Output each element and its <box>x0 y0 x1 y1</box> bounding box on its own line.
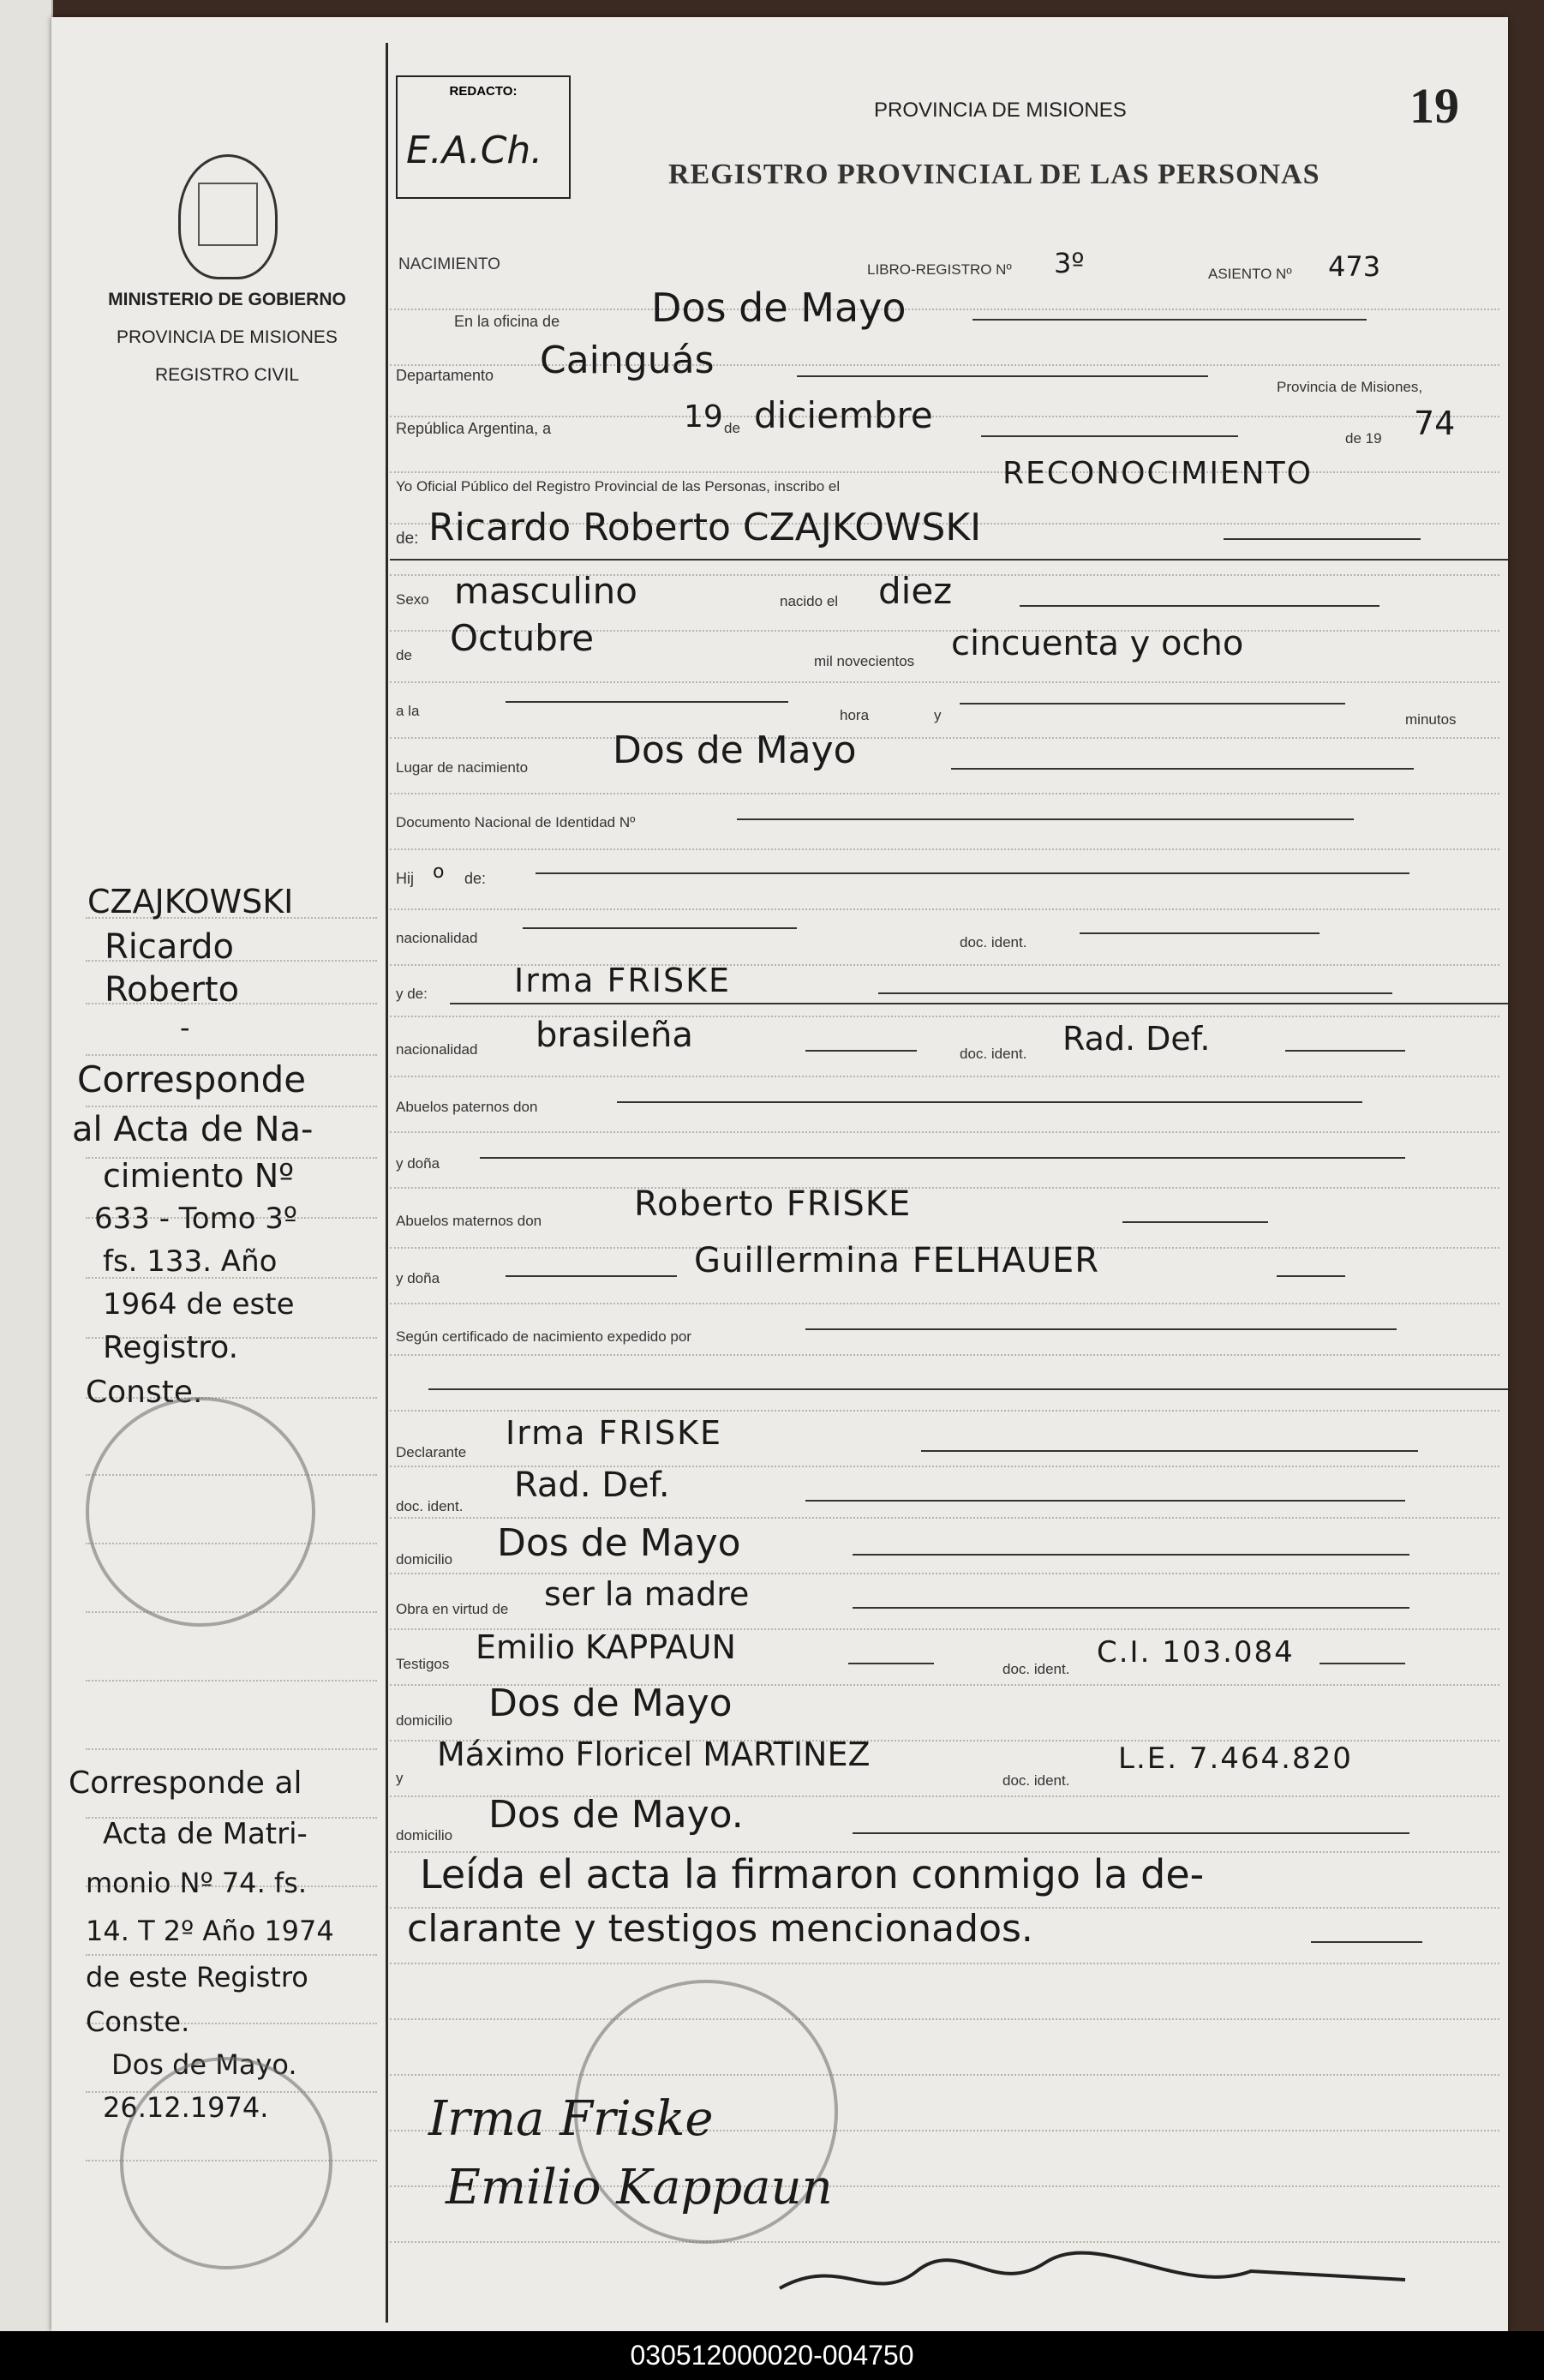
type-label: NACIMIENTO <box>398 255 500 273</box>
departamento-value: Cainguás <box>540 339 715 382</box>
scan-id: 030512000020-004750 <box>0 2331 1544 2380</box>
y-label: y <box>934 707 942 723</box>
nacionalidad-label: nacionalidad <box>396 930 478 946</box>
margin-note2-line: Corresponde al <box>69 1766 302 1801</box>
sexo-label: Sexo <box>396 591 429 608</box>
doc-ident3-value: Rad. Def. <box>514 1466 670 1505</box>
mes-value: diciembre <box>754 394 933 436</box>
margin-middlename: Roberto <box>105 970 240 1010</box>
nacionalidad2-label: nacionalidad <box>396 1041 478 1058</box>
lugar-label: Lugar de nacimiento <box>396 759 529 776</box>
margin-note2-line: 14. T 2º Año 1974 <box>86 1915 334 1947</box>
margin-note2-line: 26.12.1974. <box>103 2091 269 2124</box>
margin-note2-line: Dos de Mayo. <box>111 2048 297 2081</box>
registry-stamp-icon <box>120 2057 332 2269</box>
registry-title: REGISTRO PROVINCIAL DE LAS PERSONAS <box>668 159 1320 190</box>
testigo1-doc: C.I. 103.084 <box>1097 1635 1295 1670</box>
testigos-label: Testigos <box>396 1656 450 1672</box>
margin-firstname: Ricardo <box>105 927 235 967</box>
doc-ident5-label: doc. ident. <box>1002 1772 1070 1789</box>
margin-note1-line: 633 - Tomo 3º <box>94 1202 297 1236</box>
official-signature-icon <box>771 2245 1422 2314</box>
documento-label: Documento Nacional de Identidad Nº <box>396 814 636 830</box>
page-number: 19 <box>1409 78 1459 134</box>
testigo2-dom: Dos de Mayo. <box>488 1793 744 1837</box>
margin-note1-line: Corresponde <box>77 1058 307 1100</box>
segun-label: Según certificado de nacimiento expedido por <box>396 1328 691 1345</box>
nacionalidad2-value: brasileña <box>536 1016 693 1055</box>
republica-label: República Argentina, a <box>396 420 552 437</box>
testigo2-value: Máximo Floricel MARTINEZ <box>437 1736 871 1773</box>
domicilio-value: Dos de Mayo <box>497 1521 741 1565</box>
testigo1-value: Emilio KAPPAUN <box>476 1628 736 1666</box>
provincial-seal-icon <box>178 154 278 279</box>
hij-label: Hij <box>396 870 414 887</box>
redacto-label: REDACTO: <box>449 84 518 99</box>
de3-label: de: <box>464 870 487 887</box>
redacto-initials: E.A.Ch. <box>406 129 543 172</box>
ydona-label: y doña <box>396 1155 440 1172</box>
de-label: de <box>724 420 740 436</box>
doc-ident3-label: doc. ident. <box>396 1498 464 1514</box>
domicilio3-label: domicilio <box>396 1827 453 1843</box>
minutos-label: minutos <box>1405 711 1457 728</box>
asiento-label: ASIENTO Nº <box>1208 266 1292 282</box>
doc-ident2-label: doc. ident. <box>960 1046 1027 1062</box>
domicilio-label: domicilio <box>396 1551 453 1568</box>
provincia-label: Provincia de Misiones, <box>1277 379 1423 395</box>
asiento-value: 473 <box>1328 250 1381 283</box>
doc-ident2-value: Rad. Def. <box>1062 1020 1211 1058</box>
yde-label: y de: <box>396 986 428 1002</box>
persona-value: Ricardo Roberto CZAJKOWSKI <box>428 506 982 549</box>
testigo2-doc: L.E. 7.464.820 <box>1118 1742 1353 1776</box>
margin-note2-line: Conste. <box>86 2005 190 2038</box>
signature-declarante: Irma Friske <box>428 2091 714 2147</box>
lugar-value: Dos de Mayo <box>613 728 857 772</box>
madre-value: Irma FRISKE <box>514 962 732 999</box>
sexo-value: masculino <box>454 570 637 612</box>
redacto-box <box>396 75 571 199</box>
acto-value: RECONOCIMIENTO <box>1002 456 1313 491</box>
anio-value: 74 <box>1414 405 1456 442</box>
ministry-line-1: MINISTERIO DE GOBIERNO <box>108 290 346 309</box>
hora-label: hora <box>840 707 870 723</box>
closing-line-2: clarante y testigos mencionados. <box>407 1907 1033 1951</box>
abuelos-mat-label: Abuelos maternos don <box>396 1213 542 1229</box>
margin-note1-line: al Acta de Na- <box>72 1110 314 1149</box>
doc-ident4-label: doc. ident. <box>1002 1661 1070 1677</box>
obra-label: Obra en virtud de <box>396 1601 509 1617</box>
margin-dash: - <box>180 1011 190 1044</box>
province-title: PROVINCIA DE MISIONES <box>874 99 1127 122</box>
dia-value: 19 <box>684 399 723 435</box>
domicilio2-label: domicilio <box>396 1712 453 1729</box>
margin-note2-line: Acta de Matri- <box>103 1817 308 1851</box>
left-margin <box>51 17 386 2331</box>
mil-label: mil novecientos <box>814 653 915 669</box>
obra-value: ser la madre <box>544 1575 750 1613</box>
abuelos-pat-label: Abuelos paternos don <box>396 1099 538 1115</box>
registry-stamp-icon <box>86 1397 315 1627</box>
ministry-line-3: REGISTRO CIVIL <box>154 365 300 385</box>
closing-line-1: Leída el acta la firmaron conmigo la de- <box>420 1851 1205 1897</box>
signature-witness: Emilio Kappaun <box>446 2160 833 2215</box>
doc-ident-label: doc. ident. <box>960 934 1027 950</box>
margin-note1-line: fs. 133. Año <box>103 1244 278 1279</box>
declarante-label: Declarante <box>396 1444 467 1460</box>
margin-note1-line: Conste. <box>86 1375 203 1410</box>
nacido-label: nacido el <box>780 593 839 609</box>
de-persona-label: de: <box>396 530 419 548</box>
oficial-label: Yo Oficial Público del Registro Provincial de las Personas, inscribo el <box>396 478 841 495</box>
anio-nac-value: cincuenta y ocho <box>951 624 1244 663</box>
de2-label: de <box>396 647 412 663</box>
ala-label: a la <box>396 703 420 719</box>
abuelo-mat-value: Roberto FRISKE <box>634 1184 912 1224</box>
column-divider <box>386 43 388 2323</box>
nacido-value: diez <box>878 570 953 612</box>
ydona2-label: y doña <box>396 1270 440 1286</box>
margin-note2-line: monio Nº 74. fs. <box>86 1867 308 1899</box>
register-page <box>51 17 1508 2331</box>
margin-surname: CZAJKOWSKI <box>87 883 294 920</box>
y2-label: y <box>396 1770 404 1786</box>
margin-note1-line: 1964 de este <box>103 1287 295 1322</box>
declarante-value: Irma FRISKE <box>506 1414 723 1452</box>
oficina-value: Dos de Mayo <box>651 285 907 331</box>
anio-prefix: de 19 <box>1345 430 1382 447</box>
abuela-mat-value: Guillermina FELHAUER <box>694 1241 1100 1280</box>
margin-note1-line: Registro. <box>103 1330 239 1365</box>
oficina-label: En la oficina de <box>454 313 560 330</box>
hij-suffix: o <box>433 861 445 883</box>
libro-value: 3º <box>1054 247 1085 279</box>
margin-note2-line: de este Registro <box>86 1961 308 1993</box>
ministry-line-2: PROVINCIA DE MISIONES <box>117 327 338 347</box>
mes-nac-value: Octubre <box>450 617 595 659</box>
departamento-label: Departamento <box>396 367 494 384</box>
testigo1-dom: Dos de Mayo <box>488 1682 733 1725</box>
adjacent-page <box>0 0 53 2331</box>
libro-label: LIBRO-REGISTRO Nº <box>867 261 1012 278</box>
margin-note1-line: cimiento Nº <box>103 1157 295 1195</box>
